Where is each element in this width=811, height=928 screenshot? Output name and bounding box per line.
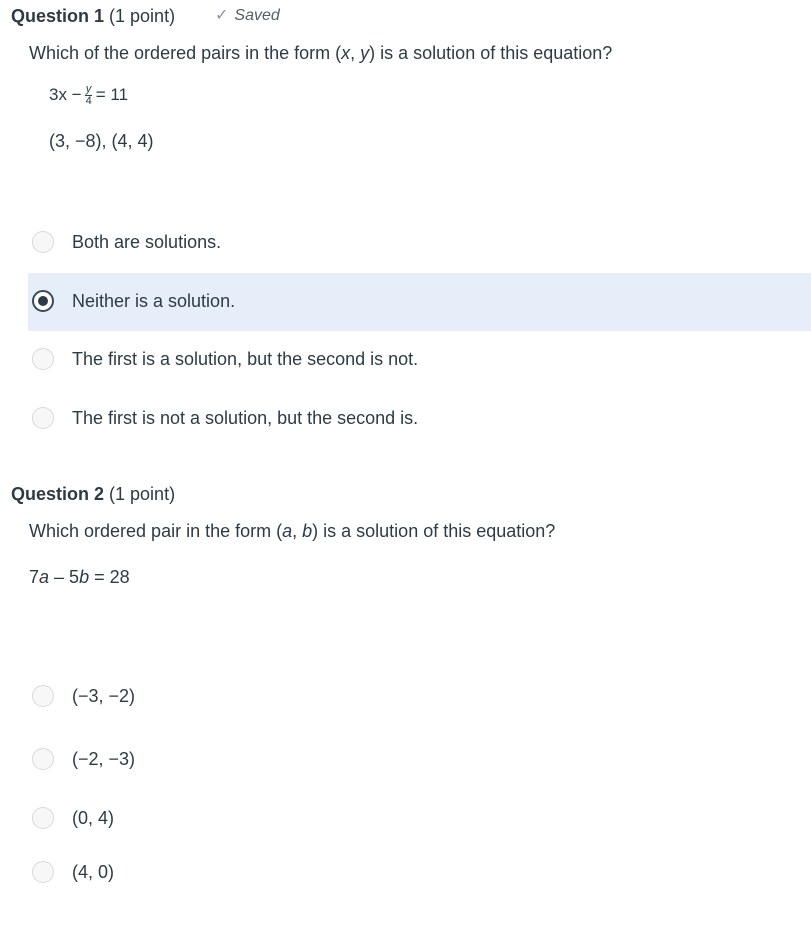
question-1-header (11, 5, 175, 27)
option-label[interactable]: (4, 0) (72, 862, 115, 882)
question-1-pairs: (3, −8), (4, 4) (49, 131, 154, 151)
radio-button[interactable] (32, 685, 54, 707)
question-2-points: (1 point) (109, 484, 176, 504)
question-2-equation: 7a – 5b = 28 (29, 567, 130, 587)
check-icon: ✓ (215, 7, 229, 24)
radio-button[interactable] (32, 231, 54, 253)
option-label[interactable]: The first is not a solution, but the second is. (72, 408, 419, 428)
radio-button[interactable] (32, 861, 54, 883)
fraction-numerator: y (85, 82, 92, 95)
question-2-option-4[interactable] (28, 844, 811, 902)
option-label[interactable]: The first is a solution, but the second is not. (72, 349, 419, 369)
question-1-title: Question 1 (11, 6, 105, 26)
equation-fraction (85, 84, 93, 107)
question-1-option-3[interactable] (28, 331, 811, 389)
saved-status (215, 5, 280, 27)
question-1-option-1[interactable] (28, 214, 811, 272)
equation-left: 3x − (49, 85, 82, 104)
question-1-prompt: Which of the ordered pairs in the form (x, y) is a solution of this equation? (29, 43, 613, 63)
question-2-option-1[interactable] (28, 668, 811, 726)
fraction-denominator: 4 (85, 94, 92, 107)
question-1-points: (1 point) (109, 6, 176, 26)
option-label[interactable]: (0, 4) (72, 808, 115, 828)
saved-label: Saved (234, 7, 280, 24)
question-1-option-2[interactable] (28, 273, 811, 331)
radio-button[interactable] (32, 407, 54, 429)
question-2-option-2[interactable] (28, 731, 811, 789)
question-2-prompt: Which ordered pair in the form (a, b) is a solution of this equation? (29, 521, 556, 541)
radio-button[interactable] (32, 748, 54, 770)
question-2-title: Question 2 (11, 484, 105, 504)
equation-right: = 11 (95, 85, 129, 104)
question-1-option-4[interactable] (28, 390, 811, 448)
radio-button[interactable] (32, 807, 54, 829)
radio-button-selected[interactable] (32, 290, 54, 312)
option-label[interactable]: Neither is a solution. (72, 291, 236, 311)
option-label[interactable]: (−2, −3) (72, 749, 136, 769)
question-1-equation (49, 83, 128, 107)
option-label[interactable]: (−3, −2) (72, 686, 136, 706)
question-2-header (11, 483, 175, 505)
option-label[interactable]: Both are solutions. (72, 232, 222, 252)
radio-button[interactable] (32, 348, 54, 370)
question-2-option-3[interactable] (28, 790, 811, 848)
